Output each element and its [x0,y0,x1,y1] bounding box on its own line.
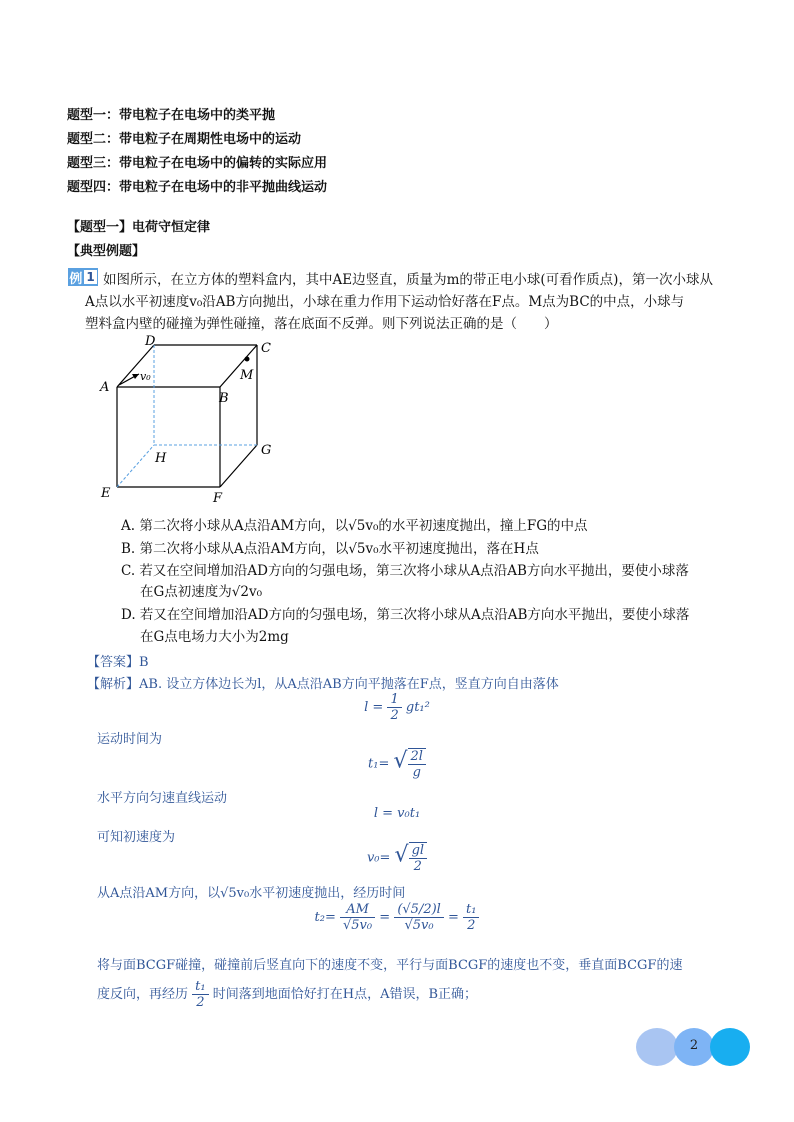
label-g: G [261,443,272,458]
topic-1: 题型一：带电粒子在电场中的类平抛 [67,108,276,123]
question-line-1: 如图所示，在立方体的塑料盒内，其中AE边竖直，质量为m的带正电小球(可看作质点)，第一次小球从 [103,272,713,288]
topic-2: 题型二：带电粒子在周期性电场中的运动 [67,132,302,147]
question-line-3: 塑料盒内壁的碰撞为弹性碰撞，落在底面不反弹。则下列说法正确的是（ ） [85,316,558,332]
equation-5-f3-den: 2 [467,918,476,933]
option-b: B. 第二次将小球从A点沿AM方向，以√5v₀水平初速度抛出，落在H点 [121,541,539,557]
label-f: F [213,491,223,506]
equation-5-fraction-3 [463,902,479,933]
equation-4-num: gl [409,843,427,859]
equation-5-lhs: t₂= [314,910,336,925]
option-d-line-1: D. 若又在空间增加沿AD方向的匀强电场，第三次将小球从A点沿AB方向水平抛出，要使小球落 [121,607,690,623]
equation-1-num: 1 [387,692,401,708]
equation-5-fraction-1 [340,902,375,933]
topic-4: 题型四：带电粒子在电场中的非平抛曲线运动 [67,180,328,195]
label-b: B [219,391,229,406]
equation-2: t₁= √ $\frac{2l}{g}$ [0,748,794,780]
equation-1 [0,692,794,723]
equation-5 [0,902,794,933]
text-collision-frac-den: 2 [196,995,205,1010]
example-badge [68,268,98,286]
page-dot-right [710,1028,750,1066]
equation-5-eq-2: = [447,910,459,925]
option-a: A. 第二次将小球从A点沿AM方向，以√5v₀的水平初速度抛出，撞上FG的中点 [121,518,588,534]
equation-1-rhs: gt₁² [405,700,430,715]
equation-5-eq-1: = [379,910,391,925]
equation-5-f1-num: AM [340,902,375,918]
page-number: 2 [689,1038,699,1053]
text-collision-2b: 时间落到地面恰好打在H点，A错误，B正确； [212,987,478,1002]
example-badge-label: 例 [69,271,83,287]
text-collision-1: 将与面BCGF碰撞，碰撞前后竖直向下的速度不变，平行与面BCGF的速度也不变，垂直面BCGF的速 [97,958,683,973]
example-number: 1 [86,270,95,284]
label-e: E [101,486,111,501]
equation-5-fraction-2 [394,902,444,933]
text-collision-2 [97,979,747,1010]
point-m [245,357,250,362]
cube-figure [95,332,285,507]
equation-2-den: g [412,765,421,780]
equation-4-lhs: v₀= [366,850,391,866]
label-m: M [240,368,254,383]
hidden-edge-eh [117,445,154,487]
question-line-2: A点以水平初速度v₀沿AB方向抛出，小球在重力作用下运动恰好落在F点。M点为BC的中点，小球与 [85,294,685,310]
text-collision-fraction [192,979,208,1010]
label-v0: v₀ [140,370,151,383]
label-a: A [100,380,110,395]
text-collision-2a: 度反向，再经历 [97,987,189,1002]
text-horizontal: 水平方向匀速直线运动 [97,791,228,806]
label-d: D [145,334,156,349]
option-c-line-2: 在G点初速度为√2v₀ [140,584,263,600]
answer: 【答案】B [87,655,149,670]
equation-5-f1-den: √5v₀ [343,918,373,933]
label-h: H [155,451,167,466]
equation-2-num: 2l [408,749,426,765]
analysis-intro: 【解析】AB. 设立方体边长为l，从A点沿AB方向平抛落在F点，竖直方向自由落体 [87,677,559,692]
text-am: 从A点沿AM方向，以√5v₀水平初速度抛出，经历时间 [97,886,406,901]
subsection-title: 【典型例题】 [67,244,146,259]
equation-1-fraction [387,692,401,723]
equation-4-den: 2 [413,859,422,874]
equation-3: l = v₀t₁ [373,806,421,821]
equation-5-f3-num: t₁ [463,902,479,918]
velocity-arrow-icon [132,374,139,379]
text-collision-frac-num: t₁ [192,979,208,995]
equation-4: v₀= √ $\frac{gl}{2}$ [0,842,794,874]
equation-5-f2-den: √5v₀ [404,918,434,933]
section-title: 【题型一】电荷守恒定律 [67,220,211,235]
equation-4-fraction [409,842,427,874]
label-c: C [261,341,271,356]
option-d-line-2: 在G点电场力大小为2mg [140,629,289,645]
option-c-line-1: C. 若又在空间增加沿AD方向的匀强电场，第三次将小球从A点沿AB方向水平抛出，要使小球落 [121,563,689,579]
page-dot-left [636,1028,678,1066]
text-time: 运动时间为 [97,732,163,747]
topic-3: 题型三：带电粒子在电场中的偏转的实际应用 [67,156,328,171]
equation-5-f2-num: (√5/2)l [394,902,444,918]
equation-2-fraction [408,748,426,780]
equation-1-den: 2 [390,708,399,723]
equation-2-lhs: t₁= [368,756,390,772]
equation-1-lhs: l = [364,700,384,715]
text-initial: 可知初速度为 [97,830,176,845]
